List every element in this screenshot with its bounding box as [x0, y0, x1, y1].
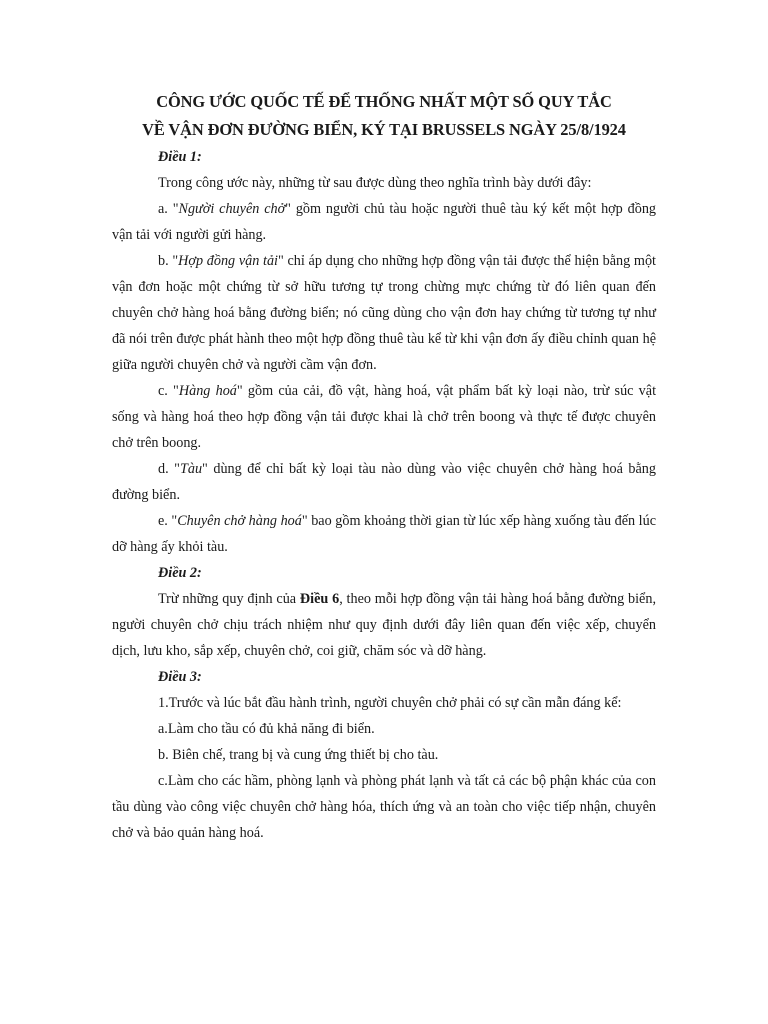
item-a-prefix: a. "	[158, 201, 179, 217]
document-title-line-1: CÔNG ƯỚC QUỐC TẾ ĐỂ THỐNG NHẤT MỘT SỐ QUY TẮC	[156, 92, 612, 111]
item-b-term: Hợp đồng vận tải	[178, 253, 278, 269]
article-1-heading: Điều 1:	[158, 149, 202, 165]
article-3-clause-b: b. Biên chế, trang bị và cung ứng thiết bị cho tàu.	[158, 747, 439, 763]
article-2-text-after: , theo mỗi hợp đồng vận tải hàng hoá bằng đường biển, người chuyên chở chịu trách nhiệm như quy định dưới đây liên quan đến việc xếp, chuyển dịch, lưu kho, sắp xếp, chuyên chở, coi giữ, chăm sóc và dỡ hàng.	[112, 591, 656, 659]
article-2-body	[112, 586, 656, 664]
article-3-clause-c: c.Làm cho các hầm, phòng lạnh và phòng phát lạnh và tất cả các bộ phận khác của con tầu dùng vào công việc chuyên chở hàng hóa, thích ứng và an toàn cho việc tiếp nhận, chuyên chở và bảo quản hàng hoá.	[112, 773, 656, 841]
article-3-clause-1: 1.Trước và lúc bắt đầu hành trình, người chuyên chở phải có sự cần mẫn đáng kể:	[158, 695, 622, 711]
article-1-item-e	[112, 508, 656, 560]
item-e-text: " bao gồm khoảng thời gian từ lúc xếp hàng xuống tàu đến lúc dỡ hàng ấy khỏi tàu.	[112, 513, 656, 555]
item-b-text: " chỉ áp dụng cho những hợp đồng vận tải được thể hiện bằng một vận đơn hoặc một chứng từ sở hữu tương tự trong chừng mực chứng từ đó liên quan đến chuyên chở hàng hoá bằng đường biển; nó cũng dùng cho vận đơn hay chứng từ tương tự như đã nói trên được phát hành theo một hợp đồng thuê tàu kể từ khi vận đơn ấy điều chỉnh quan hệ giữa người chuyên chở và người cầm vận đơn.	[112, 253, 656, 373]
item-e-term: Chuyên chở hàng hoá	[177, 513, 302, 529]
item-d-text: " dùng để chỉ bất kỳ loại tàu nào dùng vào việc chuyên chở hàng hoá bằng đường biển.	[112, 461, 656, 503]
article-1-intro: Trong công ước này, những từ sau được dùng theo nghĩa trình bày dưới đây:	[158, 175, 592, 191]
document-page	[112, 88, 656, 846]
article-3-heading: Điều 3:	[158, 669, 202, 685]
item-b-prefix: b. "	[158, 253, 179, 269]
article-1-item-a	[112, 196, 656, 248]
article-1-item-c	[112, 378, 656, 456]
article-1-item-b	[112, 248, 656, 378]
article-2-heading: Điều 2:	[158, 565, 202, 581]
item-c-prefix: c. "	[158, 383, 179, 399]
item-c-term: Hàng hoá	[178, 383, 237, 399]
item-a-text: " gồm người chủ tàu hoặc người thuê tàu ký kết một hợp đồng vận tải với người gửi hàng.	[112, 201, 657, 243]
article-2-reference: Điều 6	[299, 591, 340, 607]
item-d-prefix: d. "	[158, 461, 180, 477]
item-c-text: " gồm của cải, đồ vật, hàng hoá, vật phẩm bất kỳ loại nào, trừ súc vật sống và hàng hoá theo hợp đồng vận tải được khai là chở trên boong và thực tế được chuyên chở trên boong.	[112, 383, 657, 451]
article-2-text-before: Trừ những quy định của	[158, 591, 300, 607]
item-a-term: Người chuyên chở	[178, 201, 286, 217]
item-e-prefix: e. "	[158, 513, 178, 529]
article-1-item-d	[112, 456, 656, 508]
article-3-clause-a: a.Làm cho tầu có đủ khả năng đi biển.	[158, 721, 375, 737]
document-title-line-2: VỀ VẬN ĐƠN ĐƯỜNG BIỂN, KÝ TẠI BRUSSELS NGÀY 25/8/1924	[142, 120, 626, 139]
item-d-term: Tàu	[179, 461, 203, 477]
